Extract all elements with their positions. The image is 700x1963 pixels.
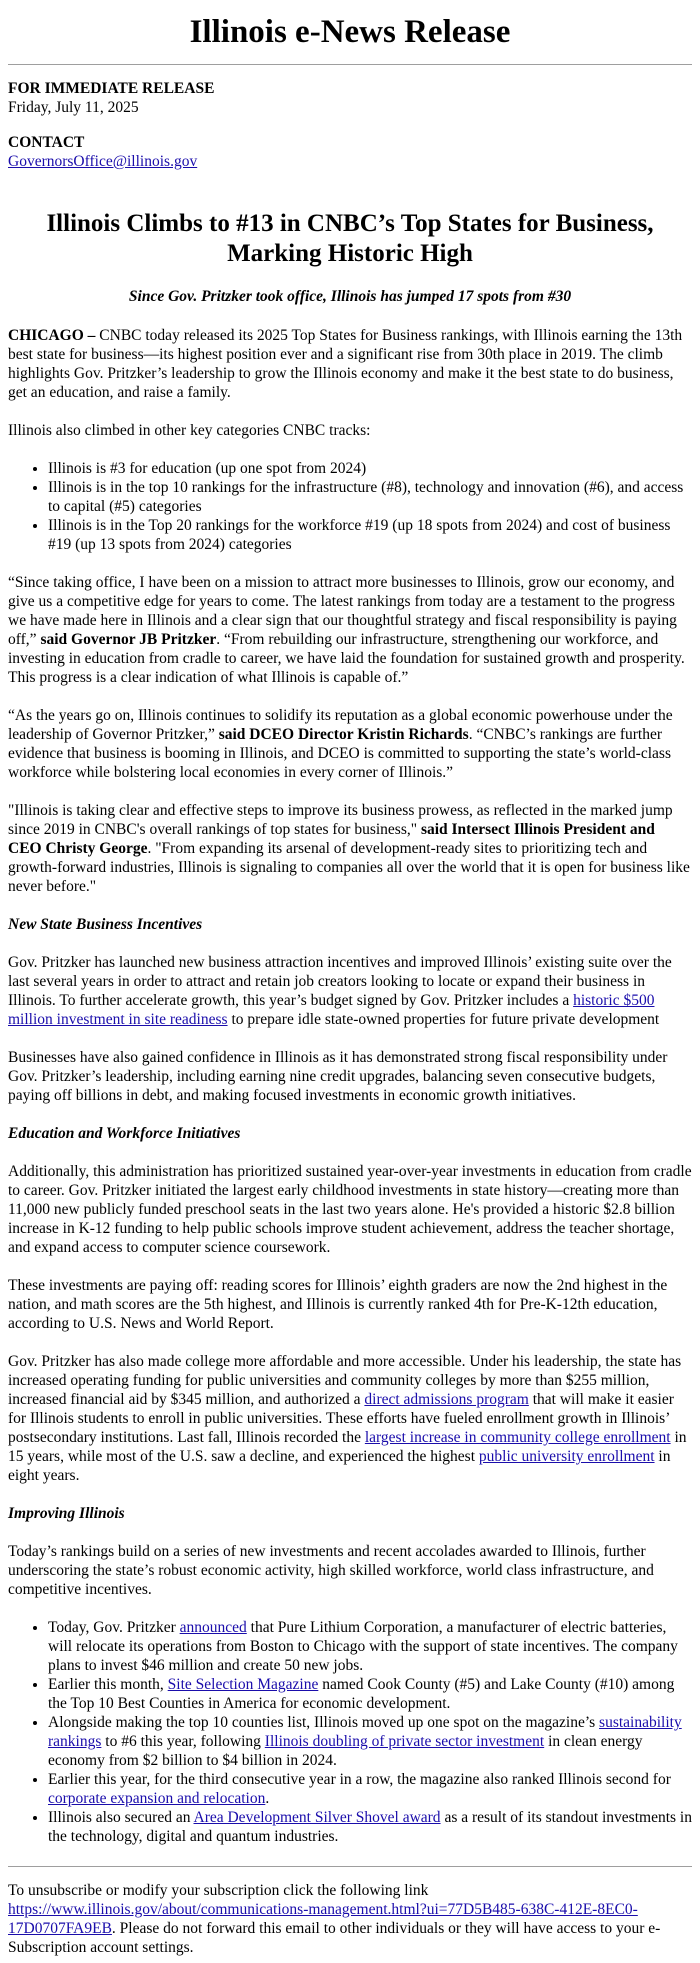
dateline: CHICAGO – <box>8 327 96 344</box>
section-heading-education: Education and Workforce Initiatives <box>8 1125 241 1142</box>
categories-intro: Illinois also climbed in other key categories CNBC tracks: <box>8 422 371 439</box>
paragraph-text: that will make it easier for Illinois students to enroll in public universities. These efforts have fueled enrollment growth in Illinois’ postsecondary institutions. Last fall, Illinois recorded the <box>8 1391 674 1446</box>
list-text: Illinois also secured an <box>48 1809 194 1826</box>
list-item: • Illinois is in the top 10 rankings for the infrastructure (#8), technology and innovation (#6), and access to capital (#5) categories <box>48 478 692 516</box>
list-text: to #6 this year, following <box>101 1733 265 1750</box>
list-item <box>48 1675 692 1713</box>
quote-attribution: said DCEO Director Kristin Richards <box>214 726 469 743</box>
quote-text: "Illinois is taking clear and effective steps to improve its business prowess, as reflected in the marked jump since 2019 in CNBC's overall rankings of top states for business," <box>8 802 673 838</box>
silver-shovel-award-link[interactable]: Area Development Silver Shovel award <box>193 1809 441 1826</box>
list-item <box>48 1808 692 1846</box>
private-sector-investment-link[interactable]: Illinois doubling of private sector investment <box>264 1733 545 1750</box>
site-readiness-link[interactable]: historic $500 million investment in site readiness <box>8 992 655 1028</box>
education-paragraph-1: Additionally, this administration has prioritized sustained year-over-year investments in education from cradle to career. Gov. Pritzker initiated the largest early childhood investments in state history—creating more than 11,000 new publicly funded preschool seats in the last two years alone. He's provided a historic $2.8 billion increase in K-12 funding to help public schools improve student achievement, address the teacher shortage, and expand access to computer science coursework. <box>8 1163 692 1256</box>
incentives-paragraph-2: Businesses have also gained confidence in Illinois as it has demonstrated strong fiscal responsibility under Gov. Pritzker’s leadership, including earning nine credit upgrades, balancing seven consecutive budgets, paying off billions in debt, and making focused investments in economic growth initiatives. <box>8 1049 668 1104</box>
intro-paragraph <box>8 326 692 402</box>
quote-text: . “From rebuilding our infrastructure, strengthening our workforce, and investing in education from cradle to career, we have laid the foundation for sustained growth and prosperity. This progress is a clear indication of what Illinois is capable of.” <box>8 631 685 686</box>
quote-dceo <box>8 706 692 782</box>
categories-list <box>8 459 692 554</box>
education-paragraph-3 <box>8 1352 692 1485</box>
list-text: in clean energy economy from $2 billion to $4 billion in 2024. <box>48 1733 643 1769</box>
incentives-paragraph-1 <box>8 953 692 1029</box>
education-paragraph-2: These investments are paying off: reading scores for Illinois’ eighth graders are now the 2nd highest in the nation, and math scores are the 5th highest, and Illinois is currently ranked 4th for Pre-K-12th education, according to U.S. News and World Report. <box>8 1277 668 1332</box>
quote-attribution: said Intersect Illinois President and CEO Christy George <box>8 821 655 857</box>
headline: Illinois Climbs to #13 in CNBC’s Top States for Business, Marking Historic High <box>46 210 654 267</box>
improving-paragraph: Today’s rankings build on a series of new investments and recent accolades awarded to Illinois, further underscoring the state’s robust economic activity, high skilled workforce, world class infrastructure, and competitive incentives. <box>8 1543 654 1598</box>
footer-text: . Please do not forward this email to other individuals or they will have access to your e-Subscription account settings. <box>8 1920 661 1956</box>
list-item <box>48 1713 692 1770</box>
intro-text: CNBC today released its 2025 Top States for Business rankings, with Illinois earning the 13th best state for business—its highest position ever and a significant rise from 30th place in 2019. The climb highlights Gov. Pritzker’s leadership to grow the Illinois economy and make it the best state to do business, get an education, and raise a family. <box>8 327 683 401</box>
list-text: that Pure Lithium Corporation, a manufacturer of electric batteries, will relocate its operations from Boston to Chicago with the support of state incentives. The company plans to invest $46 million and create 50 new jobs. <box>48 1619 678 1674</box>
top-divider <box>8 64 692 65</box>
bottom-divider <box>8 1866 692 1867</box>
quote-attribution: said Governor JB Pritzker <box>36 631 217 648</box>
quote-text: “Since taking office, I have been on a mission to attract more businesses to Illinois, grow our economy, and give us a competitive edge for years to come. The latest rankings from today are a testament to the progress we have made here in Illinois and a clear sign that our thoughtful strategy and fiscal responsibility is paying off,” <box>8 574 677 648</box>
quote-governor <box>8 573 692 687</box>
list-item <box>48 1770 692 1808</box>
footer-text: To unsubscribe or modify your subscription click the following link <box>8 1882 429 1899</box>
list-text: Alongside making the top 10 counties list, Illinois moved up one spot on the magazine’s <box>48 1714 600 1731</box>
quote-intersect <box>8 801 692 896</box>
contact-email-link[interactable]: GovernorsOffice@illinois.gov <box>8 153 198 170</box>
paragraph-text: Gov. Pritzker has also made college more affordable and more accessible. Under his leadership, the state has increased operating funding for public universities and community colleges by more than $255 million, increased financial aid by $345 million, and authorized a <box>8 1353 682 1408</box>
list-text: Today, Gov. Pritzker <box>48 1619 180 1636</box>
list-text: . <box>265 1790 270 1807</box>
paragraph-text: to prepare idle state-owned properties for future private development <box>227 1011 660 1028</box>
public-university-enrollment-link[interactable]: public university enrollment <box>478 1448 655 1465</box>
quote-text: “As the years go on, Illinois continues to solidify its reputation as a global economic powerhouse under the leadership of Governor Pritzker,” <box>8 707 673 743</box>
site-selection-magazine-link[interactable]: Site Selection Magazine <box>167 1676 319 1693</box>
release-date: Friday, July 11, 2025 <box>8 99 139 116</box>
paragraph-text: in 15 years, while most of the U.S. saw a decline, and experienced the highest <box>8 1429 687 1465</box>
list-text: as a result of its standout investments in the technology, digital and quantum industries. <box>48 1809 692 1845</box>
list-item: • Illinois is in the Top 20 rankings for the workforce #19 (up 18 spots from 2024) and cost of business #19 (up 13 spots from 2024) categories <box>48 516 692 554</box>
list-text: named Cook County (#5) and Lake County (#10) among the Top 10 Best Counties in America for economic development. <box>48 1676 675 1712</box>
contact-label: CONTACT <box>8 134 85 151</box>
release-info <box>8 79 692 117</box>
unsubscribe-notice <box>8 1881 692 1957</box>
announced-link[interactable]: announced <box>179 1619 247 1636</box>
subheadline: Since Gov. Pritzker took office, Illinois has jumped 17 spots from #30 <box>128 288 572 305</box>
community-college-enrollment-link[interactable]: largest increase in community college enrollment <box>364 1429 671 1446</box>
list-text: Earlier this year, for the third consecutive year in a row, the magazine also ranked Illinois second for <box>48 1771 671 1788</box>
quote-text: . “CNBC’s rankings are further evidence that business is booming in Illinois, and DCEO is committed to supporting the state’s world-class workforce while bolstering local economies in every corner of Illinois.” <box>8 726 671 781</box>
banner-title: Illinois e-News Release <box>189 14 511 50</box>
corporate-expansion-link[interactable]: corporate expansion and relocation <box>48 1790 266 1807</box>
subscription-management-link[interactable]: https://www.illinois.gov/about/communications-management.html?ui=77D5B485-638C-412E-8EC0-17D0707FA9EB <box>8 1901 638 1937</box>
section-heading-improving: Improving Illinois <box>8 1505 125 1522</box>
contact-info <box>8 133 692 171</box>
paragraph-text: in eight years. <box>8 1448 671 1484</box>
sustainability-rankings-link[interactable]: sustainability rankings <box>48 1714 682 1750</box>
release-label: FOR IMMEDIATE RELEASE <box>8 80 215 97</box>
quote-text: . "From expanding its arsenal of development-ready sites to prioritizing tech and growth-forward industries, Illinois is signaling to companies all over the world that it is open for business like never before." <box>8 840 690 895</box>
section-heading-incentives: New State Business Incentives <box>8 916 203 933</box>
direct-admissions-link[interactable]: direct admissions program <box>364 1391 529 1408</box>
list-item: • Illinois is #3 for education (up one spot from 2024) <box>48 459 692 478</box>
paragraph-text: Gov. Pritzker has launched new business attraction incentives and improved Illinois’ existing suite over the last several years in order to attract and retain job creators looking to locate or expand their business in Illinois. To further accelerate growth, this year’s budget signed by Gov. Pritzker includes a <box>8 954 672 1009</box>
improving-list <box>8 1618 692 1846</box>
list-item <box>48 1618 692 1675</box>
footer <box>8 1881 692 1957</box>
list-text: Earlier this month, <box>48 1676 168 1693</box>
